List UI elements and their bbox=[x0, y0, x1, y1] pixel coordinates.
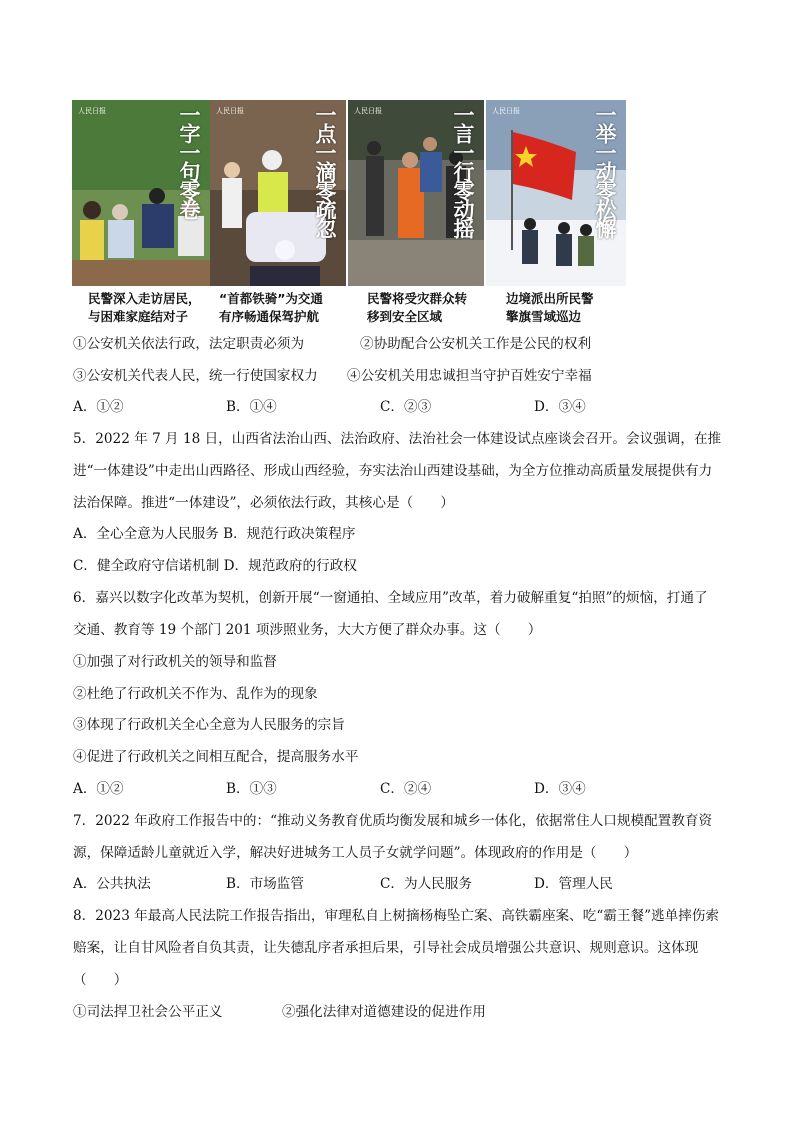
q8-stem-line-2: 赔案，让自甘风险者自负其责，让失德乱序者承担后果，引导社会成员增强公共意识、规则意识。这体现 bbox=[73, 940, 699, 956]
q5-stem-line-2: 进“一体建设”中走出山西路径、形成山西经验，夯实法治山西建设基础，为全方位推动高质量发展提供有力 bbox=[73, 463, 713, 479]
q6-statement-2: ②杜绝了行政机关不作为、乱作为的现象 bbox=[73, 686, 318, 702]
panel-headline: 一举一动零松懈 bbox=[593, 104, 618, 237]
people-daily-logo: 人民日报 bbox=[216, 107, 244, 115]
panel-headline: 一字一句零卷 bbox=[177, 104, 202, 218]
q7-option-c[interactable]: C．为人民服务 bbox=[380, 876, 472, 892]
q5-stem-line-3: 法治保障。推进“一体建设”，必须依法行政，其核心是（ ） bbox=[73, 495, 454, 511]
people-daily-logo: 人民日报 bbox=[354, 107, 382, 115]
q4-statement-2: ②协助配合公安机关工作是公民的权利 bbox=[360, 336, 592, 352]
q6-stem-line-2: 交通、教育等 19 个部门 201 项涉照业务，大大方便了群众办事。这（ ） bbox=[73, 622, 542, 638]
q8-stem-line-1: 8．2023 年最高人民法院工作报告指出，审理私自上树摘杨梅坠亡案、高铁霸座案、吃“霸王餐”逃单摔伤索 bbox=[73, 908, 719, 924]
q4-option-d[interactable]: D．③④ bbox=[534, 399, 586, 415]
q6-option-d[interactable]: D．③④ bbox=[534, 781, 586, 797]
q5-stem-line-1: 5．2022 年 7 月 18 日，山西省法治山西、法治政府、法治社会一体建设试点座谈会召开。会议强调，在推 bbox=[73, 431, 722, 447]
panel-headline: 一言一行零动摇 bbox=[451, 104, 476, 237]
panel-caption-4: 边境派出所民警 擎旗雪域巡边 bbox=[506, 291, 594, 324]
panel-caption-3: 民警将受灾群众转 移到安全区域 bbox=[367, 291, 468, 324]
photo-panel-4 bbox=[486, 100, 626, 286]
q6-statement-1: ①加强了对行政机关的领导和监督 bbox=[73, 654, 277, 670]
q6-option-a[interactable]: A．①② bbox=[73, 781, 124, 797]
q7-stem-line-2: 源，保障适龄儿童就近入学，解决好进城务工人员子女就学问题”。体现政府的作用是（ ） bbox=[73, 845, 638, 861]
q8-statement-2: ②强化法律对道德建设的促进作用 bbox=[282, 1004, 486, 1020]
q8-stem-line-3: （ ） bbox=[73, 972, 128, 988]
q4-option-c[interactable]: C．②③ bbox=[380, 399, 432, 415]
people-daily-logo: 人民日报 bbox=[492, 107, 520, 115]
q8-statement-1: ①司法捍卫社会公平正义 bbox=[73, 1004, 223, 1020]
q4-option-a[interactable]: A．①② bbox=[73, 399, 124, 415]
q4-statement-4: ④公安机关用忠诚担当守护百姓安宁幸福 bbox=[347, 368, 592, 384]
panel-headline: 一点一滴零疏忽 bbox=[313, 104, 338, 237]
q6-stem-line-1: 6．嘉兴以数字化改革为契机，创新开展“一窗通拍、全域应用”改革，着力破解重复“拍照”的烦恼，打通了 bbox=[73, 590, 708, 606]
q6-option-c[interactable]: C．②④ bbox=[380, 781, 432, 797]
people-daily-logo: 人民日报 bbox=[78, 107, 106, 115]
photo-panel-1 bbox=[72, 100, 210, 286]
photo-panel-2 bbox=[210, 100, 346, 286]
q4-statement-3: ③公安机关代表人民，统一行使国家权力 bbox=[73, 368, 318, 384]
q4-option-b[interactable]: B．①④ bbox=[226, 399, 277, 415]
q7-option-a[interactable]: A．公共执法 bbox=[73, 876, 151, 892]
q5-options-ab[interactable]: A．全心全意为人民服务 B．规范行政决策程序 bbox=[73, 526, 356, 542]
panel-caption-1: 民警深入走访居民， 与困难家庭结对子 bbox=[88, 291, 201, 324]
q6-statement-3: ③体现了行政机关全心全意为人民服务的宗旨 bbox=[73, 717, 345, 733]
q6-option-b[interactable]: B．①③ bbox=[226, 781, 277, 797]
panel-caption-2: “首都铁骑”为交通 有序畅通保驾护航 bbox=[219, 291, 323, 324]
q4-statement-1: ①公安机关依法行政，法定职责必须为 bbox=[73, 336, 305, 352]
q6-statement-4: ④促进了行政机关之间相互配合，提高服务水平 bbox=[73, 749, 359, 765]
q5-options-cd[interactable]: C．健全政府守信诺机制 D．规范政府的行政权 bbox=[73, 558, 357, 574]
q7-option-b[interactable]: B．市场监管 bbox=[226, 876, 304, 892]
photo-panel-3 bbox=[348, 100, 484, 286]
q7-stem-line-1: 7．2022 年政府工作报告中的：“推动义务教育优质均衡发展和城乡一体化，依据常住人口规模配置教育资 bbox=[73, 813, 713, 829]
q7-option-d[interactable]: D．管理人民 bbox=[534, 876, 613, 892]
